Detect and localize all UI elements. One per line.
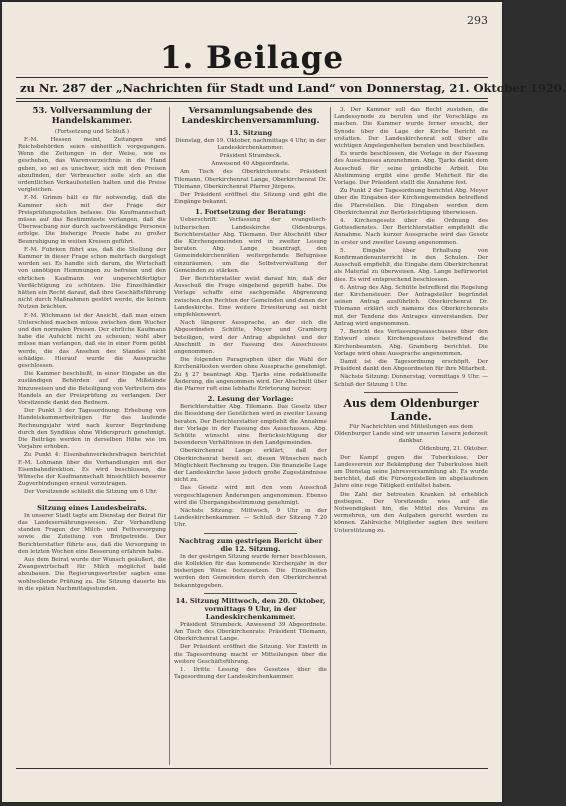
- separator: [364, 392, 458, 393]
- paragraph: Der Berichterstatter weist darauf hin, daß der Ausschuß die Frage eingehend geprüft habe. Die Vorlage schaffe eine sachgemäße Abgrenzung zwischen den Rechten der Gemeinden und denen der Landeskirche. Eine weitere Erweiterung sei nicht empfehlenswert.: [174, 275, 327, 318]
- article-heading-landesbeirat: Sitzung eines Landesbeirats.: [37, 503, 147, 512]
- paragraph: Der Präsident eröffnet die Sitzung. Vor Eintritt in die Tagesordnung macht er Mitteilungen über die weitere Geschäftsführung.: [174, 644, 327, 665]
- notice-heading: Nachtrag zum gestrigen Bericht über die 12. Sitzung.: [178, 536, 323, 553]
- column-1: [18, 107, 166, 765]
- paragraph: Nächste Sitzung: Donnerstag, vormittags 9 Uhr. — Schluß der Sitzung 1 Uhr.: [334, 374, 488, 388]
- paragraph: 5. Eingabe über Erhaltung von Konfirmandenunterricht in den Schulen. Der Ausschuß empfiehlt, die Eingabe dem Oberkirchenrat als Material zu überweisen. Abg. Lange befürwortet dies. Es wird entsprechend beschlossen.: [334, 247, 488, 283]
- session-presiding: Präsident Strambeck.: [219, 152, 282, 159]
- paragraph: Die folgenden Paragraphen über die Wahl der Kirchenältesten werden ohne Aussprache genehmigt. Zu § 27 beantragt Abg. Tjarks eine redaktionelle Änderung, die angenommen wird. Der Abschnitt über die Pfarrer ruft eine lebhafte Erörterung hervor.: [174, 357, 327, 393]
- paragraph: Nach längerer Aussprache, an der sich die Abgeordneten Schütte, Meyer und Gramberg beteiligen, wird der Antrag abgelehnt und der Abschnitt in der Fassung des Ausschusses angenommen.: [174, 320, 327, 356]
- session-date: Dienstag, den 19. Oktober, nachmittags 4 Uhr, in der Landeskirchenkammer.: [175, 137, 326, 151]
- paragraph: Der Präsident eröffnet die Sitzung und gibt die Eingänge bekannt.: [174, 191, 327, 206]
- paragraph: Damit ist die Tagesordnung erschöpft. Der Präsident dankt den Abgeordneten für ihre Mitarbeit.: [334, 358, 488, 373]
- session-14-heading: 14. Sitzung Mittwoch, den 20. Oktober, vormittags 9 Uhr, in der Landeskirchenkammer.: [175, 596, 326, 621]
- paragraph: Ueberschrift: Verfassung der evangelisch-lutherischen Landeskirche Oldenburgs. Berichterstatter Abg. Tilemann. Der Abschnitt über die Kirchengemeinden wird in zweiter Lesung beraten. Abg. Lange beantragt, den Gemeindekirchenräten weitergehende Befugnisse einzuräumen, um die Selbstverwaltung der Gemeinden zu stärken.: [174, 217, 327, 274]
- separator: [48, 500, 136, 501]
- article-heading-handelskammer: 53. Vollversammlung der Handelskammer.: [32, 106, 152, 126]
- paragraph: F.-M. Fuhrken führt aus, daß die Stellung der Kammer in dieser Frage schon mehrfach dargelegt worden sei. Es handle sich darum, die Wirtschaft von unnötigen Hemmungen zu befreien und den ehrlichen Kaufmann vor ungerechtfertigter Verdächtigung zu schützen. Die Einzelhändler hätten ein Recht darauf, daß ihre Geschäftsführung nicht durch Maßnahmen gestört werde, die keinen Nutzen brächten.: [18, 246, 166, 311]
- paragraph: In unserer Stadt tagte am Dienstag der Beirat für das Landesernährungswesen. Zur Verhandlung standen Fragen der Milch- und Fettversorgung sowie die Zuteilung von Brotgetreide. Der Berichterstatter führte aus, daß die Versorgung in den letzten Wochen eine Besserung erfahren habe.: [18, 512, 166, 555]
- paragraph: Zu Punkt 4: Eisenbahnverkehrsfragen berichtet F.-M. Lohmann über die Verhandlungen mit der Eisenbahndirektion. Es wird beschlossen, die Wünsche der Kaufmannschaft hinsichtlich besserer Zugverbindungen erneut vorzutragen.: [18, 452, 166, 488]
- paragraph: Oberkirchenrat Lange erklärt, daß der Oberkirchenrat bereit sei, diesen Wünschen nach Möglichkeit Rechnung zu tragen. Die finanzielle Lage der Landeskirche lasse jedoch große Zugeständnisse nicht zu.: [174, 448, 327, 484]
- paragraph: 3. Der Kammer soll das Recht zustehen, die Landessynode zu berufen und ihr Vorschläge zu machen. Die Kammer wurde ferner ersucht, der Synode über die Lage der Kirche Bericht zu erstatten. Der Landeskirchenrat soll über alle wichtigen Angelegenheiten beraten und beschließen.: [334, 107, 488, 150]
- paragraph: F.-M. Hessen meint, Zeitungen und Reichsbehörden seien einheitlich vorgegangen. Wenn die Zeitungen in der Weise, wie es geschehen, das Warenverzeichnis in die Hand geben, so sei es unschwer, sich mit den Preisen abzufinden, der Verbraucher solle sich an die ordentlichen Verkaufsstellen halten und die Preise vergleichen.: [18, 136, 166, 194]
- paragraph: Die Kammer beschließt, in einer Eingabe an die zuständigen Behörden auf die Mißstände hinzuweisen und die Beteiligung von Vertretern des Handels an der Preisprüfung zu verlangen. Der Vorsitzende dankt den Rednern.: [18, 371, 166, 407]
- section-heading-oldenburger-lande: Aus dem Oldenburger Lande.: [343, 396, 479, 423]
- page-subtitle: zu Nr. 287 der „Nachrichten für Stadt und Land“ von Donnerstag, 21. Oktober 1920.: [20, 81, 566, 95]
- article-heading-kirchenversammlung: Versammlungsabende des Landeskirchenversammlung.: [181, 106, 320, 126]
- paragraph: Der Punkt 3 der Tagesordnung: Erhebung von Handelskammerbeiträgen für das laufende Rechnungsjahr wird nach kurzer Begründung durch den Syndikus ohne Widerspruch genehmigt. Die Beiträge werden in derselben Höhe wie im Vorjahre erhoben.: [18, 408, 166, 451]
- column-divider-2: [330, 107, 331, 765]
- section-note: Für Nachrichten und Mitteilungen aus dem Oldenburger Lande sind wir unseren Lesern jederzeit dankbar.: [334, 423, 488, 445]
- paragraph: Aus dem Beirat wurde der Wunsch geäußert, die Zwangswirtschaft für Milch möglichst bald abzubauen. Die Regierungsvertreter sagten eine wohlwollende Prüfung zu. Die Sitzung dauerte bis in die späten Nachmittagsstunden.: [18, 556, 166, 592]
- next-session-note: Nächste Sitzung: Mittwoch, 9 Uhr in der Landeskirchenkammer. — Schluß der Sitzung 7.20 Uhr.: [174, 508, 327, 529]
- separator: [204, 533, 297, 534]
- paragraph: Das Gesetz wird mit den vom Ausschuß vorgeschlagenen Änderungen angenommen. Ebenso wird die Übergangsbestimmung genehmigt.: [174, 485, 327, 506]
- paragraph: Der Kampf gegen die Tuberkulose. Der Landesverein zur Bekämpfung der Tuberkulose hielt am Dienstag seine Jahresversammlung ab. Es wurde berichtet, daß die Fürsorgestellen im abgelaufenen Jahre eine rege Tätigkeit entfaltet haben.: [334, 454, 488, 490]
- column-divider-1: [169, 107, 170, 765]
- paragraph: 4. Kirchengesetz über die Ordnung des Gottesdienstes. Der Berichterstatter empfiehlt die Annahme. Nach kurzer Aussprache wird das Gesetz in erster und zweiter Lesung angenommen.: [334, 218, 488, 246]
- page-title: 1. Beilage: [159, 40, 345, 76]
- paragraph: Der Vorsitzende schließt die Sitzung um 6 Uhr.: [24, 489, 158, 496]
- paragraph: 7. Bericht des Verfassungsausschusses über den Entwurf eines Kirchengesetzes betreffend die Kirchenbeamten. Abg. Gramberg berichtet. Die Vorlage wird ohne Aussprache angenommen.: [334, 329, 488, 357]
- header-rule-bottom: [16, 98, 488, 99]
- header-rule-top: [16, 77, 488, 78]
- footer-rule: [16, 768, 488, 769]
- paragraph: Zu Punkt 2 der Tagesordnung berichtet Abg. Meyer über die Eingaben der Kirchengemeinden betreffend die Pfarrstellen. Die Eingaben werden dem Oberkirchenrat zur Berücksichtigung überwiesen.: [334, 188, 488, 216]
- separator: [204, 593, 297, 594]
- column-3: [334, 107, 488, 765]
- column-2: [174, 107, 327, 765]
- session-present: Anwesend 40 Abgeordnete.: [211, 161, 290, 168]
- paragraph: F.-M. Grimm hält es für notwendig, daß die Kammer sich mit der Frage der Preisprüfungsstellen befasse. Die Kaufmannschaft müsse auf das Bestimmteste verlangen, daß die Überwachung nur durch sachverständige Personen erfolge. Die bisherige Praxis habe zu großer Beunruhigung in weiten Kreisen geführt.: [18, 195, 166, 245]
- paragraph: 1. Dritte Lesung des Gesetzes über die Tagesordnung der Landeskirchenkammer.: [174, 666, 327, 681]
- agenda-item-2: 2. Lesung der Vorlage:: [207, 395, 294, 404]
- page-number: 293: [467, 14, 488, 27]
- paragraph: Am Tisch des Oberkirchenrats: Präsident Tilemann, Oberkirchenrat Lange, Oberkirchenrat Dr. Tilemann, Oberkirchenrat Pfarrer Jürgens.: [174, 169, 327, 190]
- newspaper-page: [2, 2, 566, 802]
- article-subheading: (Fortsetzung und Schluß.): [54, 128, 130, 135]
- paragraph: Die Zahl der betreuten Kranken ist erheblich gestiegen. Der Vorsitzende wies auf die Notwendigkeit hin, die Mittel des Vereins zu vermehren, um den Aufgaben gerecht werden zu können. Zahlreiche Mitglieder sagten ihre weitere Unterstützung zu.: [334, 491, 488, 534]
- paragraph: 6. Antrag des Abg. Schütte betreffend die Regelung der Kirchensteuer. Der Antragsteller begründet seinen Antrag ausführlich. Oberkirchenrat Dr. Tilemann erklärt sich namens des Oberkirchenrats mit der Tendenz des Antrages einverstanden. Der Antrag wird angenommen.: [334, 284, 488, 327]
- paragraph: In der gestrigen Sitzung wurde ferner beschlossen, die Kollekten für das kommende Kirchenjahr in der bisherigen Weise festzusetzen. Die Einzelheiten werden den Gemeinden durch den Oberkirchenrat bekanntgegeben.: [174, 553, 327, 589]
- paragraph: F.-M. Wichmann ist der Ansicht, daß man einen Unterschied machen müsse zwischen dem Wucher und den normalen Preisen. Der ehrliche Kaufmann habe die Aufsicht nicht zu scheuen; wohl aber müsse man verlangen, daß sie in einer Form geübt werde, die das Ansehen des Standes nicht schädige. Hierauf wurde die Aussprache geschlossen.: [18, 312, 166, 370]
- header-rule-bottom-2: [16, 101, 488, 102]
- session-heading: 13. Sitzung: [228, 128, 273, 137]
- paragraph: Es wurde beschlossen, die Vorlage in der Fassung des Ausschusses anzunehmen. Abg. Tjarks dankt dem Ausschuß für seine gründliche Arbeit. Die Abstimmung ergibt eine große Mehrheit für die Vorlage. Der Präsident stellt die Annahme fest.: [334, 151, 488, 187]
- dateline: Oldenburg, 21. Oktober.: [419, 446, 488, 453]
- paragraph: Präsident Strambeck. Anwesend 39 Abgeordnete. Am Tisch des Oberkirchenrats: Präsident Tilemann, Oberkirchenrat Lange.: [174, 621, 327, 643]
- agenda-item-1: 1. Fortsetzung der Beratung:: [195, 208, 306, 217]
- paragraph: Berichterstatter Abg. Tilemann. Das Gesetz über die Besoldung der Geistlichen wird in zweiter Lesung beraten. Der Berichterstatter empfiehlt die Annahme der Vorlage in der Fassung des Ausschusses. Abg. Schütte wünscht eine Berücksichtigung der besonderen Verhältnisse in den Landgemeinden.: [174, 404, 327, 447]
